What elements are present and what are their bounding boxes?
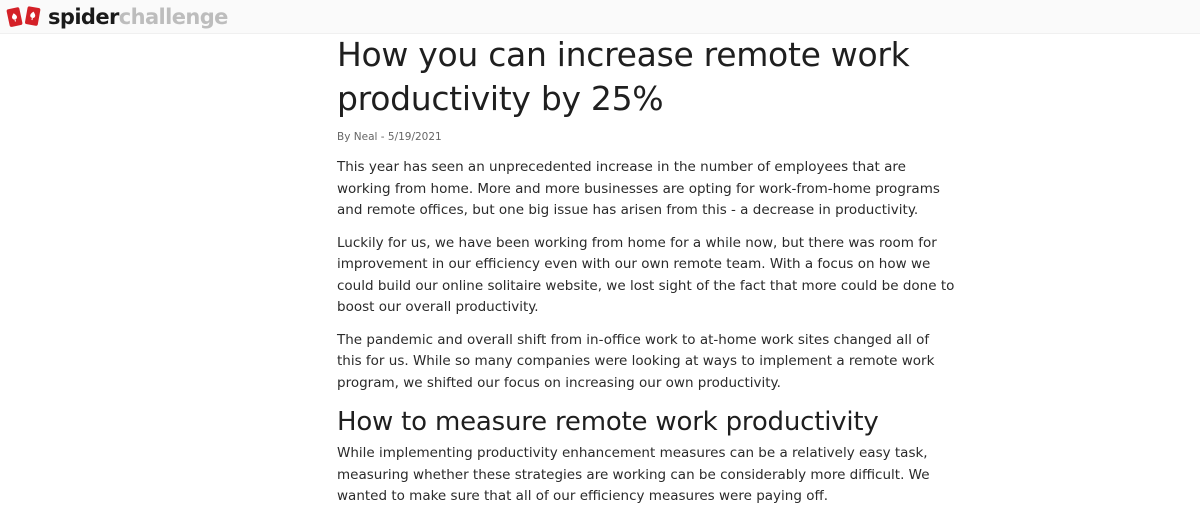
site-logo[interactable] [6,4,228,30]
article-paragraph: This year has seen an unprecedented increase in the number of employees that are working from home. More and more businesses are opting for work-from-home programs and remote offices, but one big issue has arisen from this - a decrease in productivity. [337,159,940,218]
article-byline: By Neal - 5/19/2021 [337,131,442,143]
site-header [0,0,1200,34]
article-paragraph: Luckily for us, we have been working from home for a while now, but there was room for improvement in our efficiency even with our own remote team. With a focus on how we could build our online solitaire website, we lost sight of the fact that more could be done to boost our overall productivity. [337,234,955,315]
article-paragraph: While implementing productivity enhancement measures can be a relatively easy task, measuring whether these strategies are working can be considerably more difficult. We wanted to make sure that all of our efficiency measures were paying off. [337,445,930,504]
article-paragraph: The pandemic and overall shift from in-office work to at-home work sites changed all of this for us. While so many companies were looking at ways to implement a remote work program, we shifted our focus on increasing our own productivity. [337,331,935,391]
brand-name-secondary: challenge [118,5,228,29]
article [337,33,957,508]
brand-name-primary: spider [48,5,119,29]
article-title: How you can increase remote work productivity by 25% [337,35,910,118]
section-heading: How to measure remote work productivity [337,407,879,437]
playing-cards-icon [6,5,42,29]
brand-name [48,4,228,30]
